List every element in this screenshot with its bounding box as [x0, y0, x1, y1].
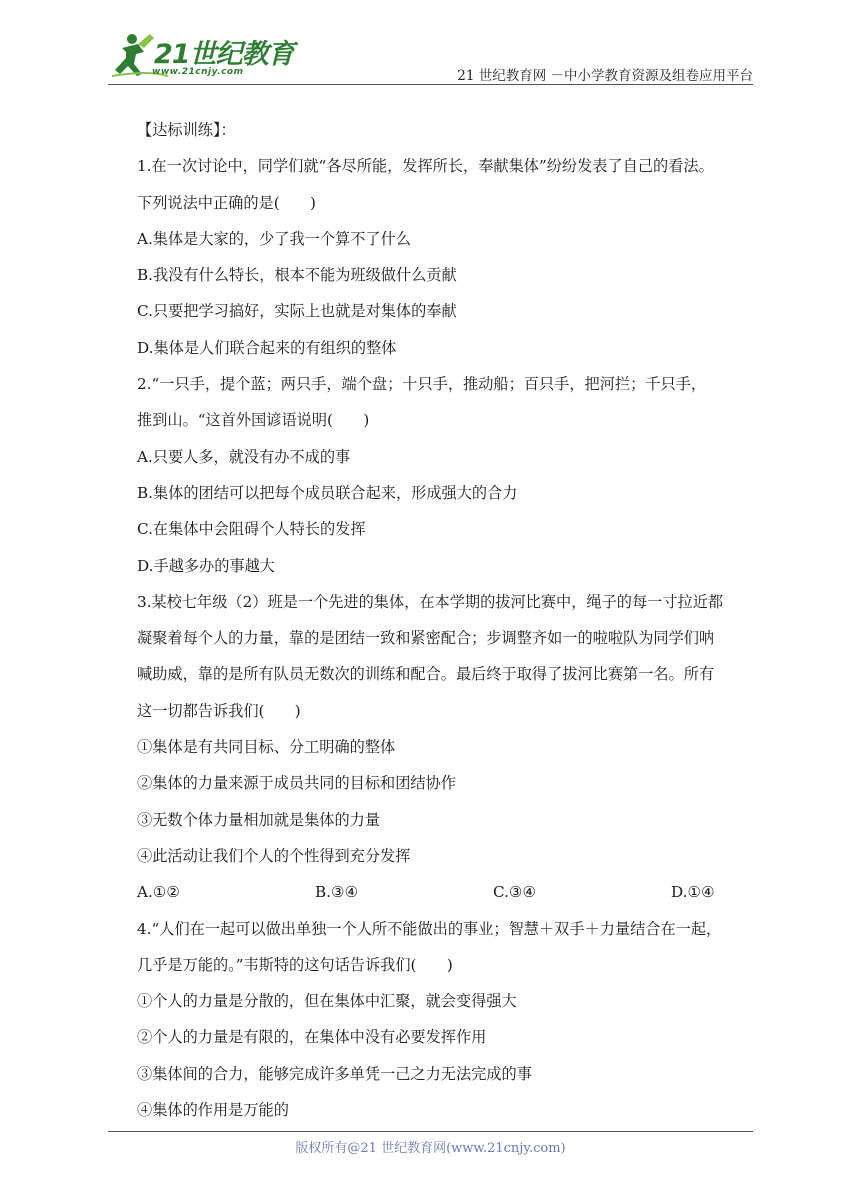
statement-3: ③集体间的合力，能够完成许多单凭一己之力无法完成的事: [137, 1064, 532, 1083]
statement-1: ①集体是有共同目标、分工明确的整体: [137, 738, 396, 757]
option-b: B.③④: [315, 883, 359, 902]
question-stem: 1.在一次讨论中，同学们就“各尽所能，发挥所长，奉献集体”纷纷发表了自己的看法。: [137, 157, 714, 176]
statement-4: ④集体的作用是万能的: [137, 1101, 289, 1120]
question-stem: 4.“人们在一起可以做出单独一个人所不能做出的事业；智慧＋双手＋力量结合在一起，: [137, 919, 722, 938]
statement-1: ①个人的力量是分散的，但在集体中汇聚，就会变得强大: [137, 992, 517, 1011]
header-divider: [108, 84, 753, 85]
exercise-content: [137, 112, 757, 1128]
site-tagline: 21 世纪教育网 －中小学教育资源及组卷应用平台: [457, 68, 753, 84]
option-b: B.集体的团结可以把每个成员联合起来，形成强大的合力: [137, 483, 518, 502]
question-4: [137, 911, 757, 1129]
question-1: [137, 148, 757, 366]
option-d: D.集体是人们联合起来的有组织的整体: [137, 338, 397, 357]
footer-copyright: 版权所有@21 世纪教育网(www.21cnjy.com): [295, 1141, 566, 1156]
option-b: B.我没有什么特长，根本不能为班级做什么贡献: [137, 266, 457, 285]
question-3: [137, 584, 757, 911]
question-stem: 2.“一只手，提个蓝；两只手，端个盘；十只手，推动船；百只手，把河拦；千只手，: [137, 375, 707, 394]
statement-4: ④此活动让我们个人的个性得到充分发挥: [137, 846, 411, 865]
statement-2: ②个人的力量是有限的，在集体中没有必要发挥作用: [137, 1028, 487, 1047]
answer-options: [137, 874, 757, 910]
question-stem: 这一切都告诉我们( ): [137, 701, 301, 720]
question-stem: 下列说法中正确的是( ): [137, 193, 316, 212]
option-c: C.在集体中会阻碍个人特长的发挥: [137, 520, 366, 539]
logo-url: www.21cnjy.com: [152, 67, 244, 77]
statement-2: ②集体的力量来源于成员共同的目标和团结协作: [137, 774, 456, 793]
option-d: D.手越多办的事越大: [137, 556, 275, 575]
question-stem: 凝聚着每个人的力量，靠的是团结一致和紧密配合；步调整齐如一的啦啦队为同学们呐: [137, 629, 715, 648]
site-logo: [108, 30, 294, 80]
logo-text: 21世纪教育: [154, 39, 294, 70]
option-c: C.③④: [493, 883, 537, 902]
statement-3: ③无数个体力量相加就是集体的力量: [137, 810, 380, 829]
question-stem: 喊助威，靠的是所有队员无数次的训练和配合。最后终于取得了拔河比赛第一名。所有: [137, 665, 715, 684]
option-a: A.集体是大家的，少了我一个算不了什么: [137, 229, 411, 248]
question-stem: 3.某校七年级（2）班是一个先进的集体，在本学期的拔河比赛中，绳子的每一寸拉近都: [137, 592, 724, 611]
option-a: A.①②: [137, 883, 181, 902]
option-a: A.只要人多，就没有办不成的事: [137, 447, 351, 466]
question-stem: 几乎是万能的。”韦斯特的这句话告诉我们( ): [137, 955, 453, 974]
question-2: [137, 366, 757, 584]
section-title: 【达标训练】：: [137, 121, 236, 139]
footer-divider: [108, 1131, 753, 1132]
option-d: D.①④: [671, 883, 715, 902]
question-stem: 推到山。“这首外国谚语说明( ): [137, 411, 370, 430]
option-c: C.只要把学习搞好，实际上也就是对集体的奉献: [137, 302, 457, 321]
page-header: [0, 0, 861, 90]
